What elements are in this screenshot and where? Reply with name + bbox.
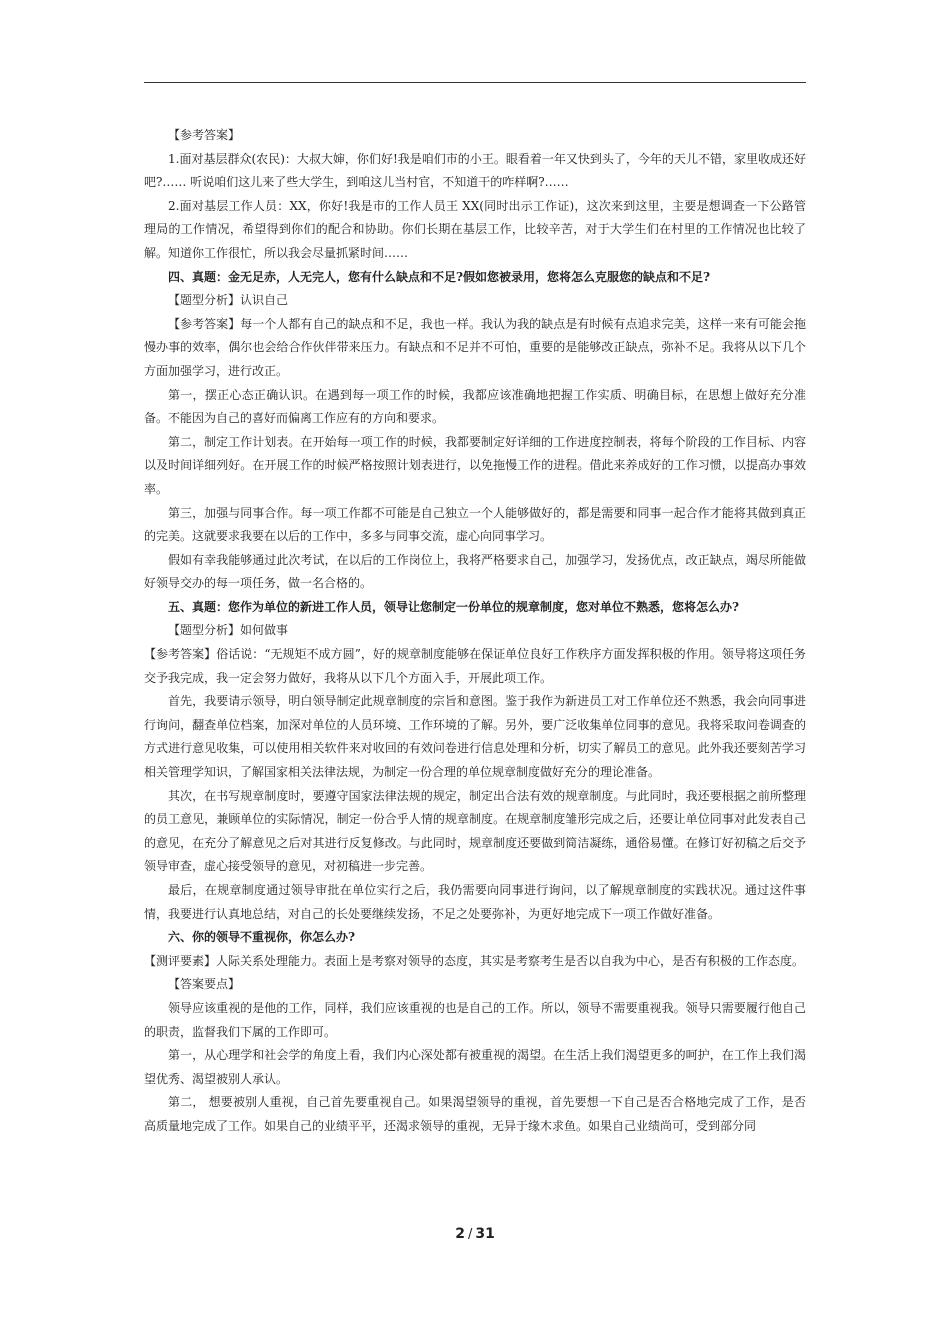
page-separator: / [467, 1227, 473, 1242]
paragraph: 第二， 想要被别人重视，自己首先要重视自己。如果渴望领导的重视，首先要想一下自己是否合格地完成了工作，是否高质量地完成了工作。如果自己的业绩平平，还渴求领导的重视，无异于缘木求鱼。如果自己业绩尚可，受到部分同 [144, 1095, 806, 1133]
paragraph: 【参考答案】俗话说：“无规矩不成方圆”，好的规章制度能够在保证单位良好工作秩序方面发挥积极的作用。领导将这项任务交予我完成，我一定会努力做好，我将从以下几个方面入手，开展此项工作。 [144, 647, 806, 685]
paragraph: 【参考答案】每一个人都有自己的缺点和不足，我也一样。我认为我的缺点是有时候有点追求完美，这样一来有可能会拖慢办事的效率，偶尔也会给合作伙伴带来压力。有缺点和不足并不可怕，重要的是能够改正缺点，弥补不足。我将从以下几个方面加强学习，进行改正。 [144, 316, 806, 378]
page-number [0, 1226, 950, 1242]
paragraph: 领导应该重视的是他的工作，同样，我们应该重视的也是自己的工作。所以，领导不需要重视我。领导只需要履行他自己的职责，监督我们下属的工作即可。 [144, 1000, 806, 1039]
answer-points-label: 【答案要点】 [168, 977, 241, 992]
paragraph: 第一，从心理学和社会学的角度上看，我们内心深处都有被重视的渴望。在生活上我们渴望更多的呵护，在工作上我们渴望优秀、渴望被别人承认。 [144, 1048, 806, 1086]
paragraph: 【测评要素】人际关系处理能力。表面上是考察对领导的态度，其实是考察考生是否以自我为中心，是否有积极的工作态度。 [144, 953, 805, 968]
question-heading: 四、真题：金无足赤，人无完人，您有什么缺点和不足?假如您被录用，您将怎么克服您的缺点和不足? [168, 269, 711, 284]
paragraph: 1.面对基层群众(农民)：大叔大婶，你们好!我是咱们市的小王。眼看着一年又快到头了，今年的天儿不错，家里收成还好吧?…… 听说咱们这儿来了些大学生，到咱这儿当村官，不知道干的咋样啊?…… [144, 151, 806, 190]
paragraph: 其次，在书写规章制度时，要遵守国家法律法规的规定，制定出合法有效的规章制度。与此同时，我还要根据之前所整理的员工意见，兼顾单位的实际情况，制定一份合乎人情的规章制度。在规章制度雏形完成之后，还要让单位同事对此发表自己的意见，在充分了解意见之后对其进行反复修改。与此同时，规章制度还要做到简洁凝练，通俗易懂。在修订好初稿之后交予领导审查，虚心接受领导的意见，对初稿进一步完善。 [144, 788, 806, 874]
paragraph: 最后，在规章制度通过领导审批在单位实行之后，我仍需要向同事进行询问，以了解规章制度的实践状况。通过这件事情，我要进行认真地总结，对自己的长处要继续发扬，不足之处要弥补，为更好地完成下一项工作做好准备。 [144, 883, 806, 921]
total-pages: 31 [475, 1226, 495, 1242]
paragraph: 假如有幸我能够通过此次考试，在以后的工作岗位上，我将严格要求自己，加强学习，发扬优点，改正缺点，竭尽所能做好领导交办的每一项任务，做一名合格的。 [144, 552, 806, 591]
paragraph: 首先，我要请示领导，明白领导制定此规章制度的宗旨和意图。鉴于我作为新进员工对工作单位还不熟悉，我会向同事进行询问，翻查单位档案，加深对单位的人员环境、工作环境的了解。另外，要广泛收集单位同事的意见。我将采取问卷调查的方式进行意见收集，可以使用相关软件来对收回的有效问卷进行信息处理和分析，切实了解员工的意见。此外我还要刻苦学习相关管理学知识，了解国家相关法律法规，为制定一份合理的单位规章制度做好充分的理论准备。 [144, 694, 806, 780]
paragraph: 2.面对基层工作人员：XX，你好!我是市的工作人员王 XX(同时出示工作证)，这次来到这里，主要是想调查一下公路管理局的工作情况，希望得到你们的配合和协助。你们长期在基层工作，比较辛苦，对于大学生们在村里的工作情况也比较了解。知道你工作很忙，所以我会尽量抓紧时间…… [144, 198, 806, 260]
question-heading: 六、你的领导不重视你，你怎么办? [168, 930, 356, 945]
question-heading: 五、真题：您作为单位的新进工作人员，领导让您制定一份单位的规章制度，您对单位不熟悉，您将怎么办? [168, 599, 740, 614]
document-body [144, 124, 806, 1139]
paragraph: 第一，摆正心态正确认识。在遇到每一项工作的时候，我都应该准确地把握工作实质、明确目标，在思想上做好充分准备。不能因为自己的喜好而偏离工作应有的方向和要求。 [144, 387, 806, 426]
header-rule [144, 82, 806, 83]
current-page: 2 [455, 1226, 465, 1242]
analysis-label: 【题型分析】认识自己 [168, 293, 289, 308]
analysis-label: 【题型分析】如何做事 [168, 623, 289, 638]
paragraph: 第三，加强与同事合作。每一项工作都不可能是自己独立一个人能够做好的，都是需要和同事一起合作才能将其做到真正的完美。这就要求我要在以后的工作中，多多与同事交流，虚心向同事学习。 [144, 505, 806, 544]
paragraph: 第二，制定工作计划表。在开始每一项工作的时候，我都要制定好详细的工作进度控制表，将每个阶段的工作目标、内容以及时间详细列好。在开展工作的时候严格按照计划表进行，以免拖慢工作的进程。借此来养成好的工作习惯，以提高办事效率。 [144, 434, 806, 496]
answer-heading: 【参考答案】 [168, 128, 241, 142]
